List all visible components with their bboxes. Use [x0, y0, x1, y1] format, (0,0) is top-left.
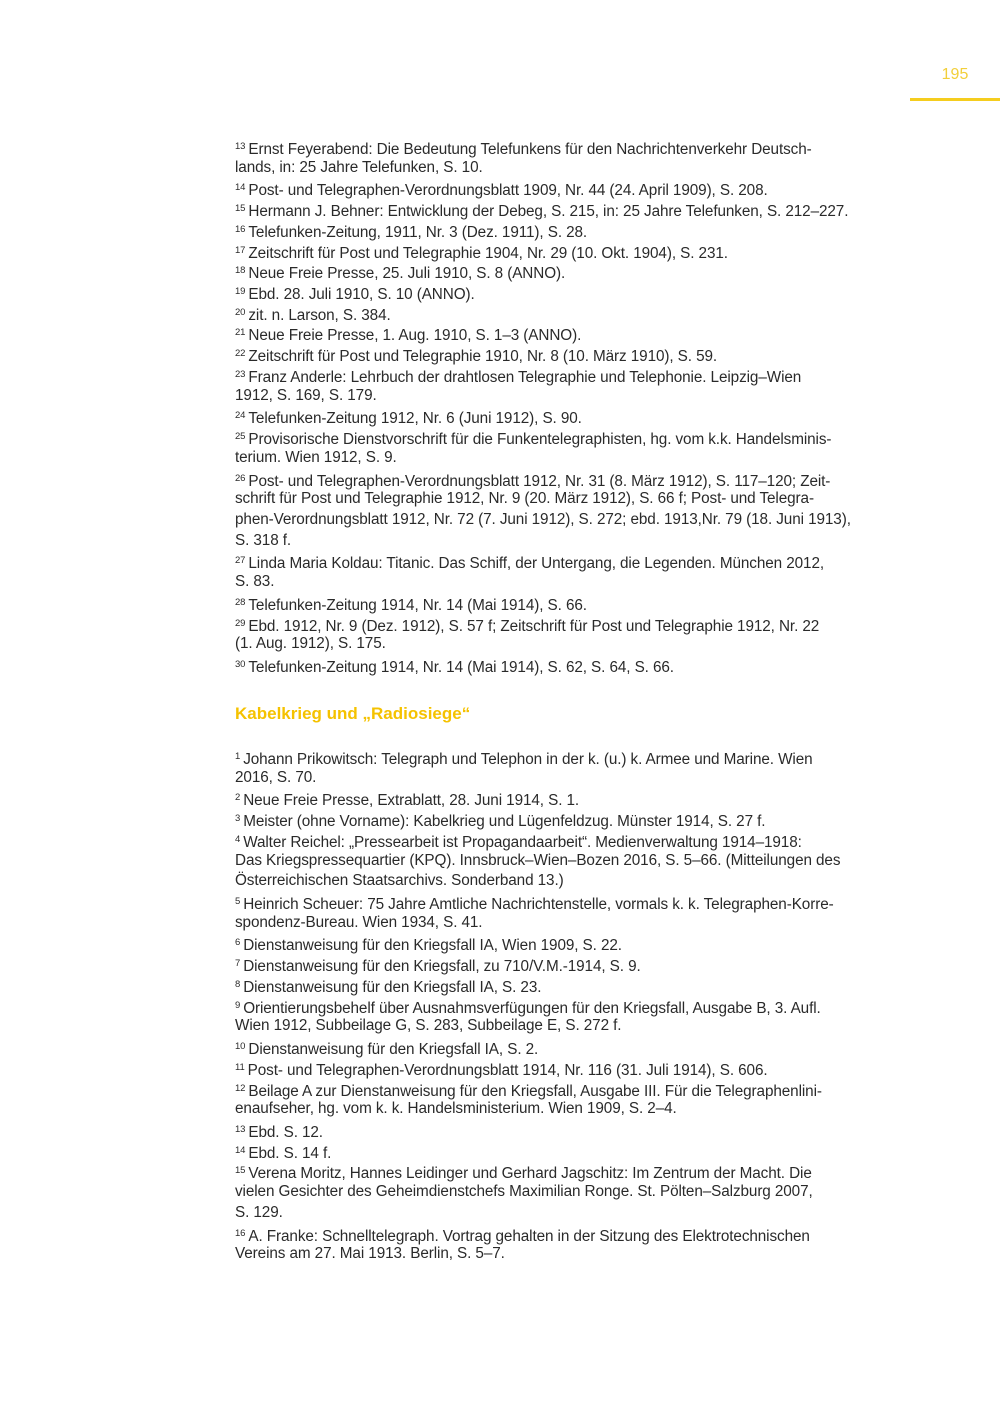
- footnote-line: [235, 551, 915, 572]
- footnote-text: Zeitschrift für Post und Telegraphie 1910, Nr. 8 (10. März 1910), S. 59.: [248, 348, 718, 366]
- footnote: [235, 1079, 915, 1120]
- footnote-text: Dienstanweisung für den Kriegsfall IA, S. 2.: [248, 1041, 539, 1059]
- footnote: [235, 809, 915, 830]
- footnote-text: Neue Freie Presse, 1. Aug. 1910, S. 1–3 (ANNO).: [248, 327, 582, 345]
- footnote-text: Orientierungsbehelf über Ausnahmsverfügungen für den Kriegsfall, Ausgabe B, 3. Aufl.: [243, 999, 821, 1017]
- footnote: [235, 975, 915, 996]
- footnote-number: 25: [235, 431, 246, 443]
- footnote: [235, 1141, 915, 1162]
- footnote-line: [235, 747, 915, 768]
- footnote-line: [235, 996, 915, 1017]
- footnote-text: lands, in: 25 Jahre Telefunken, S. 10.: [235, 158, 483, 176]
- footnote-number: 22: [235, 348, 246, 360]
- footnote-text: Wien 1912, Subbeilage G, S. 283, Subbeilage E, S. 272 f.: [235, 1017, 622, 1035]
- footnote-text: Ebd. S. 14 f.: [248, 1144, 332, 1162]
- footnote-line: [235, 1224, 915, 1245]
- footnote-line: [235, 614, 915, 635]
- footnote-number: 24: [235, 410, 246, 422]
- footnote: [235, 747, 915, 788]
- footnote-text: zit. n. Larson, S. 384.: [248, 306, 391, 324]
- footnote-number: 1: [235, 751, 241, 762]
- footnote-number: 28: [235, 596, 246, 608]
- footnote: [235, 427, 915, 468]
- footnote: [235, 406, 915, 427]
- footnote-line: [235, 1037, 915, 1058]
- footnote-line: [235, 489, 915, 510]
- footnote-line: [235, 510, 915, 531]
- footnote-text: Zeitschrift für Post und Telegraphie 1904, Nr. 29 (10. Okt. 1904), S. 231.: [248, 244, 728, 262]
- footnote: [235, 199, 915, 220]
- footnote-line: [235, 1182, 915, 1203]
- footnote-text: Das Kriegspressequartier (KPQ). Innsbruck–Wien–Bozen 2016, S. 5–66. (Mitteilungen des: [235, 851, 841, 869]
- footnotes-section-2: [235, 747, 915, 1265]
- footnote-text: Linda Maria Koldau: Titanic. Das Schiff, der Untergang, die Legenden. München 2012,: [248, 555, 825, 573]
- footnote-text: spondenz-Bureau. Wien 1934, S. 41.: [235, 913, 483, 931]
- footnote-text: Österreichischen Staatsarchivs. Sonderband 13.): [235, 872, 564, 890]
- footnote-text: Verena Moritz, Hannes Leidinger und Gerhard Jagschitz: Im Zentrum der Macht. Die: [248, 1165, 812, 1183]
- footnote-text: Vereins am 27. Mai 1913. Berlin, S. 5–7.: [235, 1245, 505, 1263]
- footnote-line: [235, 365, 915, 386]
- footnote: [235, 1224, 915, 1265]
- footnote-text: Meister (ohne Vorname): Kabelkrieg und Lügenfeldzug. Münster 1914, S. 27 f.: [243, 813, 766, 831]
- footnote-line: [235, 809, 915, 830]
- footnote-line: [235, 137, 915, 158]
- footnote: [235, 178, 915, 199]
- footnote-text: (1. Aug. 1912), S. 175.: [235, 635, 386, 653]
- footnote-text: Post- und Telegraphen-Verordnungsblatt 1909, Nr. 44 (24. April 1909), S. 208.: [248, 182, 768, 200]
- page-number: 195: [941, 66, 969, 83]
- footnote: [235, 261, 915, 282]
- footnote-number: 7: [235, 958, 241, 970]
- footnote-text: Post- und Telegraphen-Verordnungsblatt 1912, Nr. 31 (8. März 1912), S. 117–120; Zeit-: [248, 472, 831, 490]
- footnote-line: [235, 220, 915, 241]
- footnote-number: 13: [235, 141, 246, 152]
- footnote-text: Dienstanweisung für den Kriegsfall IA, S. 23.: [243, 978, 542, 996]
- footnote-text: Ernst Feyerabend: Die Bedeutung Telefunkens für den Nachrichtenverkehr Deutsch-: [248, 141, 812, 158]
- footnote-line: [235, 241, 915, 262]
- footnote: [235, 1037, 915, 1058]
- footnote: [235, 220, 915, 241]
- footnote: [235, 323, 915, 344]
- footnote: [235, 282, 915, 303]
- footnote: [235, 933, 915, 954]
- footnote-text: Telefunken-Zeitung 1914, Nr. 14 (Mai 1914), S. 66.: [248, 596, 587, 614]
- footnote-line: [235, 933, 915, 954]
- footnote-number: 18: [235, 265, 246, 277]
- footnote-text: enaufseher, hg. vom k. k. Handelsministerium. Wien 1909, S. 2–4.: [235, 1100, 677, 1118]
- footnote-text: schrift für Post und Telegraphie 1912, Nr. 9 (20. März 1912), S. 66 f; Post- und Telegra-: [235, 490, 814, 508]
- footnote-line: [235, 768, 915, 789]
- footnote: [235, 344, 915, 365]
- footnote-text: 2016, S. 70.: [235, 768, 317, 786]
- footnote: [235, 1161, 915, 1223]
- header-rule: [910, 98, 1000, 101]
- footnote-number: 6: [235, 937, 241, 949]
- footnote-line: [235, 593, 915, 614]
- footnote-number: 15: [235, 203, 246, 215]
- footnote: [235, 365, 915, 406]
- footnote-number: 13: [235, 1123, 246, 1135]
- footnote-line: [235, 1203, 915, 1224]
- footnote-text: Dienstanweisung für den Kriegsfall IA, Wien 1909, S. 22.: [243, 937, 622, 955]
- footnote-line: [235, 1244, 915, 1265]
- footnote: [235, 1058, 915, 1079]
- footnote-text: Neue Freie Presse, 25. Juli 1910, S. 8 (ANNO).: [248, 265, 566, 283]
- footnote: [235, 593, 915, 614]
- footnote-text: Post- und Telegraphen-Verordnungsblatt 1914, Nr. 116 (31. Juli 1914), S. 606.: [247, 1061, 768, 1079]
- footnote-text: Dienstanweisung für den Kriegsfall, zu 710/V.M.-1914, S. 9.: [243, 958, 641, 976]
- footnote-text: vielen Gesichter des Geheimdienstchefs Maximilian Ronge. St. Pölten–Salzburg 2007,: [235, 1183, 813, 1201]
- footnote-text: S. 83.: [235, 573, 275, 591]
- footnote-line: [235, 1079, 915, 1100]
- footnote-text: S. 318 f.: [235, 531, 292, 549]
- footnote-number: 16: [235, 1227, 246, 1239]
- footnote-text: Neue Freie Presse, Extrablatt, 28. Juni 1914, S. 1.: [243, 792, 580, 810]
- footnote-text: Ebd. 1912, Nr. 9 (Dez. 1912), S. 57 f; Zeitschrift für Post und Telegraphie 1912, Nr. 22: [248, 617, 820, 635]
- footnote-line: [235, 178, 915, 199]
- footnote-text: A. Franke: Schnelltelegraph. Vortrag gehalten in der Sitzung des Elektrotechnischen: [248, 1227, 810, 1245]
- footnote: [235, 996, 915, 1037]
- footnote-number: 2: [235, 792, 241, 804]
- footnote-line: [235, 282, 915, 303]
- footnote-number: 12: [235, 1082, 246, 1094]
- footnote-line: [235, 406, 915, 427]
- footnote-line: [235, 655, 915, 676]
- footnote: [235, 655, 915, 676]
- footnote-line: [235, 975, 915, 996]
- footnote-text: S. 129.: [235, 1203, 283, 1221]
- footnote-number: 5: [235, 896, 241, 908]
- footnote-line: [235, 199, 915, 220]
- footnote-text: Franz Anderle: Lehrbuch der drahtlosen Telegraphie und Telephonie. Leipzig–Wien: [248, 368, 802, 386]
- footnote-number: 3: [235, 813, 241, 825]
- footnote-line: [235, 1141, 915, 1162]
- footnote-line: [235, 892, 915, 913]
- footnote-number: 26: [235, 472, 246, 484]
- footnote-text: terium. Wien 1912, S. 9.: [235, 448, 397, 466]
- footnote-text: Telefunken-Zeitung 1912, Nr. 6 (Juni 1912), S. 90.: [248, 410, 582, 428]
- footnote-line: [235, 830, 915, 851]
- footnote-number: 29: [235, 617, 246, 629]
- footnotes-section-1: [235, 137, 915, 676]
- footnote: [235, 830, 915, 892]
- footnote-number: 8: [235, 978, 241, 990]
- footnote-text: Beilage A zur Dienstanweisung für den Kriegsfall, Ausgabe III. Für die Telegraphenlini-: [248, 1082, 822, 1100]
- footnote-line: [235, 851, 915, 872]
- footnote-text: Heinrich Scheuer: 75 Jahre Amtliche Nachrichtenstelle, vormals k. k. Telegraphen-Korre-: [243, 896, 834, 914]
- footnote-line: [235, 572, 915, 593]
- footnote-number: 19: [235, 286, 246, 298]
- footnote-line: [235, 1099, 915, 1120]
- footnote-text: Provisorische Dienstvorschrift für die Funkentelegraphisten, hg. vom k.k. Handelsminis-: [248, 431, 832, 449]
- footnote-line: [235, 788, 915, 809]
- footnote: [235, 788, 915, 809]
- footnote-text: Ebd. 28. Juli 1910, S. 10 (ANNO).: [248, 286, 475, 304]
- footnote-text: Johann Prikowitsch: Telegraph und Telephon in der k. (u.) k. Armee und Marine. Wien: [243, 751, 813, 768]
- footnote-line: [235, 344, 915, 365]
- footnote-line: [235, 871, 915, 892]
- footnote-line: [235, 1120, 915, 1141]
- footnote-line: [235, 448, 915, 469]
- footnote-number: 20: [235, 306, 246, 318]
- footnote-line: [235, 913, 915, 934]
- footnote-text: phen-Verordnungsblatt 1912, Nr. 72 (7. Juni 1912), S. 272; ebd. 1913,Nr. 79 (18. Juni 1913),: [235, 510, 851, 528]
- footnote: [235, 892, 915, 933]
- footnote-text: Telefunken-Zeitung 1914, Nr. 14 (Mai 1914), S. 62, S. 64, S. 66.: [248, 658, 674, 676]
- footnote: [235, 241, 915, 262]
- footnote-line: [235, 1058, 915, 1079]
- footnote: [235, 551, 915, 592]
- footnote: [235, 1120, 915, 1141]
- footnote-line: [235, 323, 915, 344]
- footnote-number: 9: [235, 999, 241, 1011]
- section-heading: Kabelkrieg und „Radiosiege“: [235, 704, 471, 723]
- footnote-number: 27: [235, 555, 246, 567]
- footnote: [235, 469, 915, 552]
- footnote-number: 17: [235, 244, 246, 256]
- footnote: [235, 137, 915, 178]
- footnote-number: 30: [235, 658, 246, 670]
- footnote-number: 4: [235, 833, 241, 845]
- footnote-number: 14: [235, 182, 246, 194]
- footnote-line: [235, 261, 915, 282]
- footnote-line: [235, 158, 915, 179]
- footnote-line: [235, 1016, 915, 1037]
- footnote-line: [235, 469, 915, 490]
- footnote-line: [235, 427, 915, 448]
- footnote-line: [235, 531, 915, 552]
- footnote-number: 14: [235, 1144, 246, 1156]
- footnote-line: [235, 303, 915, 324]
- footnote-number: 15: [235, 1165, 246, 1177]
- footnote-number: 21: [235, 327, 246, 339]
- footnote-number: 11: [235, 1061, 245, 1073]
- footnote-line: [235, 634, 915, 655]
- footnote-line: [235, 386, 915, 407]
- footnote-number: 10: [235, 1041, 246, 1053]
- footnote-text: Hermann J. Behner: Entwicklung der Debeg, S. 215, in: 25 Jahre Telefunken, S. 212–227.: [248, 203, 849, 221]
- footnote-text: Telefunken-Zeitung, 1911, Nr. 3 (Dez. 1911), S. 28.: [248, 223, 588, 241]
- footnote-text: 1912, S. 169, S. 179.: [235, 386, 377, 404]
- footnote-text: Walter Reichel: „Pressearbeit ist Propagandaarbeit“. Medienverwaltung 1914–1918:: [243, 833, 802, 851]
- footnote-number: 23: [235, 368, 246, 380]
- footnote: [235, 954, 915, 975]
- footnote-line: [235, 954, 915, 975]
- footnote: [235, 303, 915, 324]
- footnote-number: 16: [235, 223, 246, 235]
- footnote: [235, 614, 915, 655]
- footnote-line: [235, 1161, 915, 1182]
- footnote-text: Ebd. S. 12.: [248, 1123, 323, 1141]
